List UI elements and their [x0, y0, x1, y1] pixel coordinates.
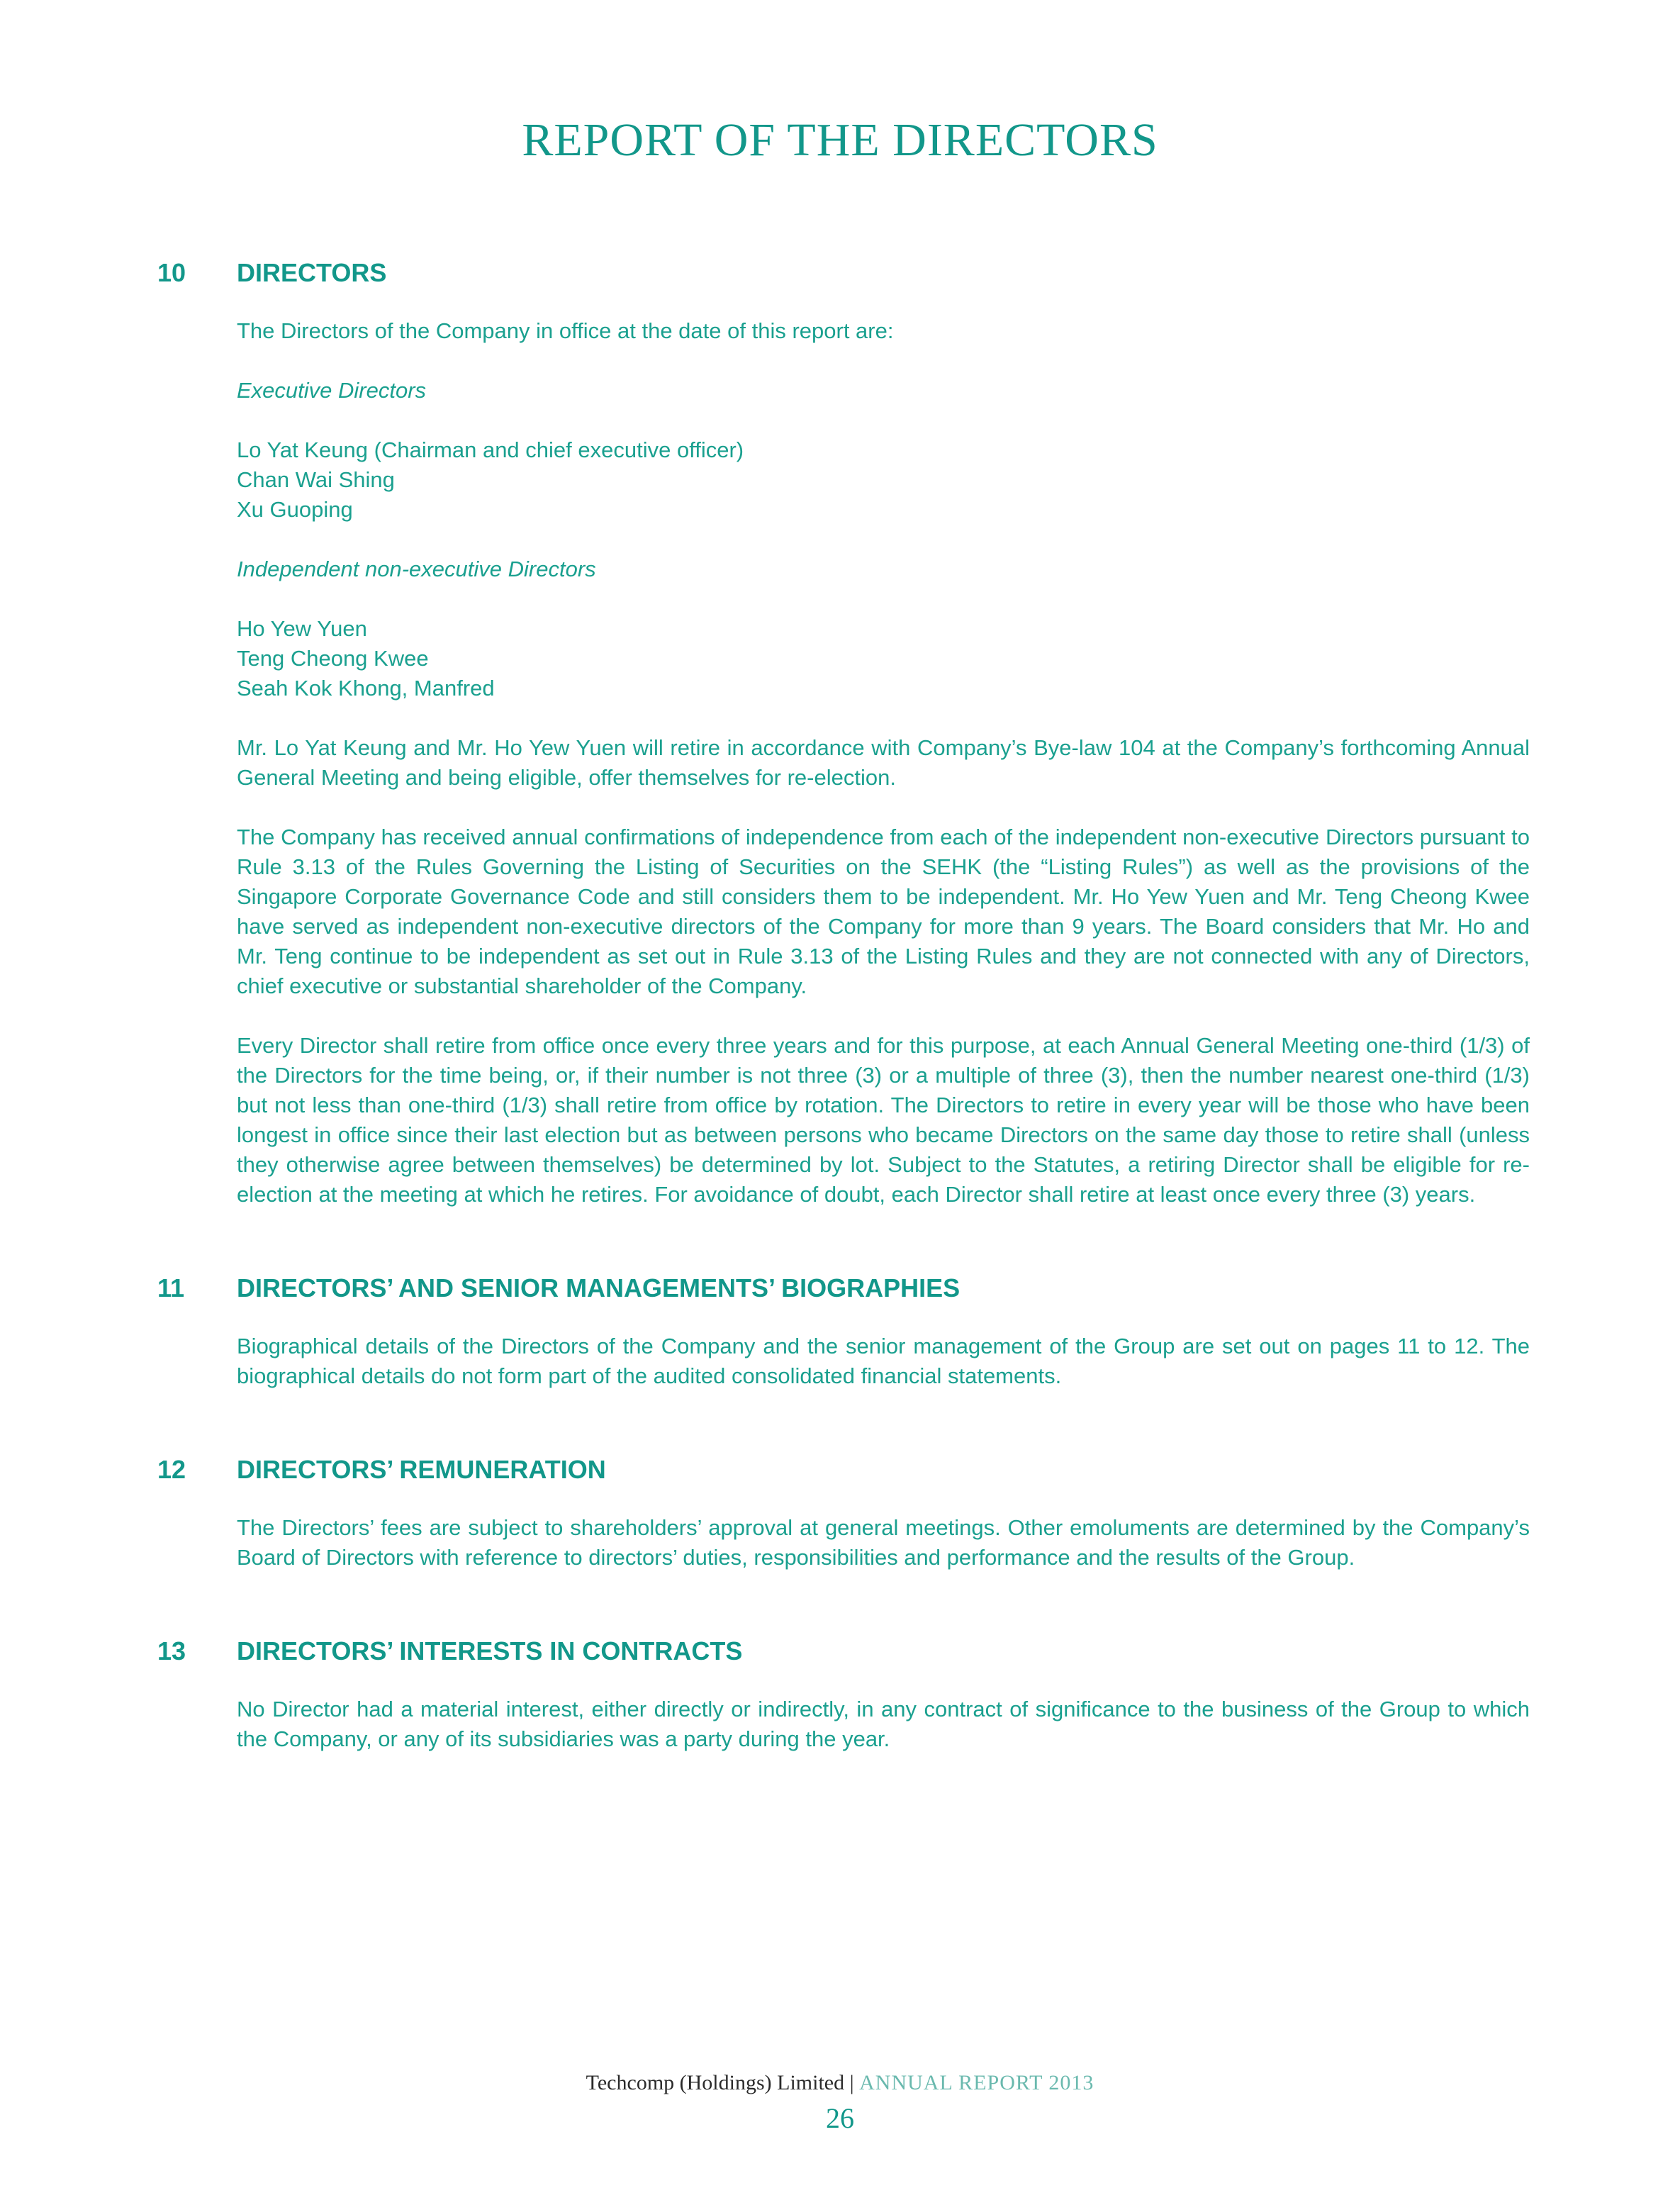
section-directors [157, 258, 1530, 1210]
section-title: DIRECTORS’ AND SENIOR MANAGEMENTS’ BIOGRAPHIES [237, 1273, 961, 1302]
section-title: DIRECTORS’ INTERESTS IN CONTRACTS [237, 1636, 743, 1665]
directors-intro: The Directors of the Company in office at the date of this report are: [237, 318, 894, 343]
independent-directors-heading: Independent non-executive Directors [237, 557, 596, 581]
page-title: REPORT OF THE DIRECTORS [522, 114, 1158, 166]
section-number: 13 [157, 1636, 186, 1665]
section-biographies [157, 1273, 1530, 1391]
list-item: Chan Wai Shing [237, 467, 395, 492]
page-footer [0, 2069, 1680, 2137]
section-heading [157, 1636, 1530, 1679]
section-title: DIRECTORS’ REMUNERATION [237, 1455, 606, 1484]
section-heading [157, 1455, 1530, 1497]
section-number: 12 [157, 1455, 186, 1484]
section-heading [157, 258, 1530, 301]
list-item: Lo Yat Keung (Chairman and chief executive officer) [237, 437, 744, 462]
report-content [157, 258, 1530, 1754]
remuneration-paragraph: The Directors’ fees are subject to shareholders’ approval at general meetings. Other emoluments are determined by the Company’s Board of Directors with reference to directors’ duties, responsibilities and performance and the results of the Group. [237, 1515, 1530, 1570]
biographies-paragraph: Biographical details of the Directors of the Company and the senior management of the Group are set out on pages 11 to 12. The biographical details do not form part of the audited consolidated financial statements. [237, 1334, 1530, 1388]
footer-report: ANNUAL REPORT 2013 [859, 2071, 1094, 2094]
page-number: 26 [826, 2102, 854, 2134]
section-remuneration [157, 1455, 1530, 1573]
section-title: DIRECTORS [237, 258, 387, 287]
list-item: Xu Guoping [237, 497, 353, 522]
footer-company: Techcomp (Holdings) Limited [586, 2071, 845, 2094]
list-item: Seah Kok Khong, Manfred [237, 676, 495, 701]
rotation-paragraph: Every Director shall retire from office once every three years and for this purpose, at each Annual General Meeting one-third (1/3) of the Directors for the time being, or, if their number is not three (3) or a multiple of three (3), then the number nearest one-third (1/3) but not less than one-third (1/3) shall retire from office by rotation. The Directors to retire in every year will be those who have been longest in office since their last election but as between persons who became Directors on the same day those to retire shall (unless they otherwise agree between themselves) be determined by lot. Subject to the Statutes, a retiring Director shall be eligible for re-election at the meeting at which he retires. For avoidance of doubt, each Director shall retire at least once every three (3) years. [237, 1033, 1530, 1207]
section-number: 10 [157, 258, 186, 287]
list-item: Ho Yew Yuen [237, 616, 367, 641]
section-number: 11 [157, 1273, 185, 1302]
interests-paragraph: No Director had a material interest, either directly or indirectly, in any contract of significance to the business of the Group to which the Company, or any of its subsidiaries was a party during the year. [237, 1697, 1530, 1751]
list-item: Teng Cheong Kwee [237, 646, 429, 671]
executive-directors-heading: Executive Directors [237, 378, 427, 403]
independence-paragraph: The Company has received annual confirmations of independence from each of the independent non-executive Directors pursuant to Rule 3.13 of the Rules Governing the Listing of Securities on the SEHK (the “Listing Rules”) as well as the provisions of the Singapore Corporate Governance Code and still considers them to be independent. Mr. Ho Yew Yuen and Mr. Teng Cheong Kwee have served as independent non-executive directors of the Company for more than 9 years. The Board considers that Mr. Ho and Mr. Teng continue to be independent as set out in Rule 3.13 of the Listing Rules and they are not connected with any of Directors, chief executive or substantial shareholder of the Company. [237, 825, 1530, 998]
section-interests [157, 1636, 1530, 1754]
footer-separator: | [849, 2071, 854, 2094]
retirement-paragraph: Mr. Lo Yat Keung and Mr. Ho Yew Yuen will retire in accordance with Company’s Bye-law 104 at the Company’s forthcoming Annual General Meeting and being eligible, offer themselves for re-election. [237, 735, 1530, 790]
section-heading [157, 1273, 1530, 1316]
